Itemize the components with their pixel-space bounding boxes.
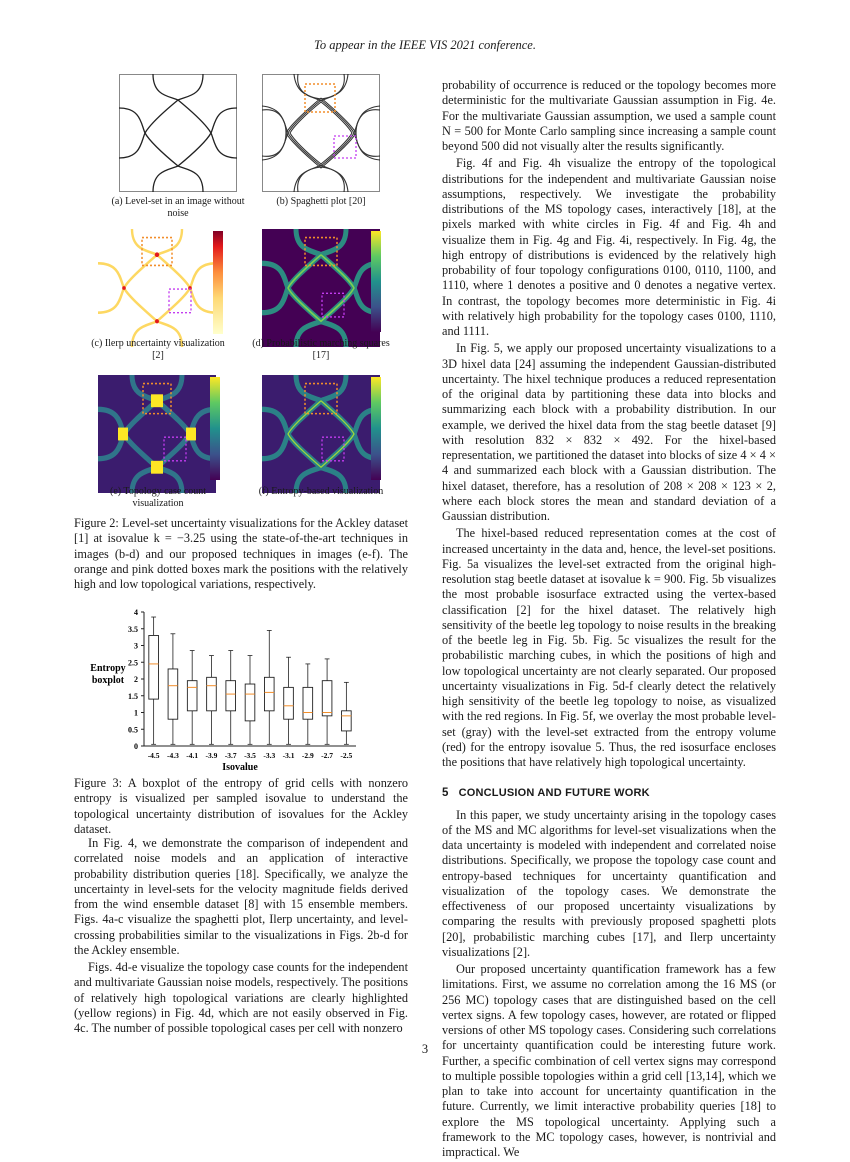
left-column-text: [74, 836, 408, 1038]
box: [264, 677, 274, 711]
box: [245, 684, 255, 721]
x-tick-label: -2.7: [321, 751, 334, 760]
box: [226, 681, 236, 711]
box: [187, 681, 197, 711]
paragraph: In this paper, we study uncertainty arising in the topology cases of the MS and MC algorithms for level-set visualizations when the data uncertainty is modeled with independent and correlated noise distributions. Specifically, we propose the topology case count and entropy-based techniques for uncertainty quantification and visualization of the topology cases. We demonstrate the effectiveness of our proposed uncertainty visualizations by comparing the results with previously proposed spaghetti plots [20], probabilistic marching cubes [17], and Ilerp uncertainty visualizations [2].: [442, 807, 776, 959]
paragraph: In Fig. 4, we demonstrate the comparison of independent and correlated noise models and an application of interactive probability distribution queries [18]. Specifically, we analyze the uncertainty in level-sets for the velocity magnitude fields derived from the wind ensemble dataset [8] with 15 ensemble members. Figs. 4a-c visualize the spaghetti plot, Ilerp uncertainty, and level-crossing probabilities similar to the visualizations in Figs. 2b-d for the Ackley ensemble.: [74, 836, 408, 957]
x-tick-label: -3.3: [263, 751, 276, 760]
x-tick-label: -3.9: [205, 751, 218, 760]
page-number: 3: [421, 1042, 429, 1056]
right-column-text: [442, 78, 776, 1162]
panel-c-ilerp-uncertainty: [98, 229, 216, 347]
section-number: 5: [442, 787, 449, 800]
box: [322, 681, 332, 716]
panel-a-levelset-image: [119, 74, 237, 192]
x-tick-label: -3.1: [282, 751, 295, 760]
figure-3-boxplot: [74, 604, 408, 774]
box: [149, 635, 159, 699]
paragraph: The hixel-based reduced representation comes at the cost of increased uncertainty in the data and, hence, the level-set positions. Fig. 5a visualizes the level-set extracted from the original high-resolution stag beetle dataset at isovalue k = 900. Fig. 5b visualizes the most probable isosurface extracted using the vertex-based classification [2] for the hixel dataset. The relatively high sensitivity of the beetle leg topology to noise results in the breaking of the beetle leg in Fig. 5b. Fig. 5c visualizes the result for the probabilistic marching cubes, in which the positions of high and low topological uncertainty are not clearly separated. Our proposed uncertainty visualizations in Fig. 5d-f clearly detect the relatively high sensitivity of the beetle leg topology to noise, as visualized with the red regions. In Fig. 5f, we overlay the most probable level-set (gray) with the level-set extracted from the entropy volume (red) for the entropy isovalue 5. Thus, the red isosurface encloses the positions that have relatively high topological uncertainty.: [442, 526, 776, 769]
y-tick-label: 1: [134, 708, 138, 718]
boxplot-svg: [74, 604, 408, 774]
paragraph: Our proposed uncertainty quantification framework has a few limitations. First, we assume no correlation among the 16 MS (or 256 MC) topology cases that are distinguished based on the cell vertex signs. A few topology cases, however, are rotated or flipped versions of other MS topology cases. Considering such correlations for uncertainty quantification could be interesting future work. Further, a specific combination of cell vertex signs may correspond to multiple possible topologies within a grid cell [13,14], which we plan to take into account for uncertainty quantification in the future. Currently, we limit interactive probability queries [18] to explore the MS topological uncertainty. Applying such a framework to the MC topology cases, however, is nontrivial and impractical. We: [442, 962, 776, 1159]
x-tick-label: -3.5: [244, 751, 256, 760]
paragraph: Figs. 4d-e visualize the topology case counts for the independent and multivariate Gaussian noise models, respectively. The positions of relatively high topological variations are clearly highlighted (yellow regions) in Fig. 4d, which are not easily observed in Fig. 4c. The number of possible topological cases per cell with nonzero: [74, 960, 408, 1035]
y-tick-label: 2.5: [128, 658, 138, 668]
y-tick-label: 3.5: [128, 624, 138, 634]
y-tick-label: 3: [134, 641, 138, 651]
figure-3-caption: Figure 3: A boxplot of the entropy of grid cells with nonzero entropy is visualized per sampled isovalue to understand the topological uncertainty distribution of isovalues for the Ackley dataset.: [74, 776, 408, 836]
paragraph: probability of occurrence is reduced or the topology becomes more deterministic for the multivariate Gaussian assumption in Fig. 4e. For the multivariate Gaussian assumption, we used a sample count N = 500 for Monte Carlo sampling since increasing a sample count beyond 500 did not visually alter the results significantly.: [442, 78, 776, 153]
y-axis-label: Entropy: [90, 663, 126, 674]
x-tick-label: -4.3: [166, 751, 179, 760]
y-tick-label: 4: [134, 608, 138, 617]
box: [284, 687, 294, 719]
panel-d-probabilistic-marching-squares: [262, 229, 380, 347]
x-tick-label: -4.1: [186, 751, 199, 760]
subcaption-f: (f) Entropy-based visualization: [258, 486, 384, 497]
figure-2-caption: Figure 2: Level-set uncertainty visualizations for the Ackley dataset [1] at isovalue k = −3.25 using the state-of-the-art techniques in images (b-d) and our proposed techniques in images (e-f). The orange and pink dotted boxes mark the positions with the relatively high and low topological variations, respectively.: [74, 516, 408, 591]
x-axis-label: Isovalue: [222, 762, 258, 773]
paragraph: In Fig. 5, we apply our proposed uncertainty visualizations to a 3D hixel data [24] assuming the independent Gaussian-distributed uncertainty. The hixel technique produces a reduced representation of the original data by partitioning these data into blocks and summarizing each block with a probability distribution. In our example, we derived the hixel data from the stag beetle dataset [9] with resolution 832 × 832 × 492. For the hixel-based representation, we partitioned the dataset into blocks of size 4 × 4 × 4 and summarized each block with a Gaussian distribution. The hixel dataset, therefore, has a resolution of 208 × 208 × 123 × 2, where each block stores the mean and standard deviation of a Gaussian distribution.: [442, 341, 776, 523]
subcaption-b: (b) Spaghetti plot [20]: [276, 196, 366, 207]
paragraph: Fig. 4f and Fig. 4h visualize the entropy of the topological distributions for the independent and multivariate Gaussian noise assumptions, respectively. We investigate the probability distributions of the MS topology cases, interactively [18], at the pixels marked with white circles in Fig. 4f and Fig. 4h and visualize them in Fig. 4g and Fig. 4i, respectively. In Fig. 4g, the high entropy of distributions is evidenced by the relatively high probability of four topology configurations 0100, 0110, 1100, and 1110, where 1 denotes a positive and 0 denotes a negative vertex. In contrast, the topology becomes more deterministic in Fig. 4i with relatively high probability for the topology cases 0100, 1110, and 1111.: [442, 156, 776, 338]
box: [168, 669, 178, 719]
box: [342, 711, 352, 731]
colorbar-e: [210, 377, 220, 480]
subcaption-e: (e) Topology case count visualization: [109, 486, 207, 509]
colorbar-f: [371, 377, 381, 480]
subcaption-c: (c) Ilerp uncertainty visualization [2]: [91, 338, 225, 361]
y-tick-label: 2: [134, 675, 138, 684]
x-tick-label: -2.9: [301, 751, 314, 760]
y-tick-label: 0.5: [128, 725, 138, 735]
x-tick-label: -3.7: [224, 751, 237, 760]
x-tick-label: -4.5: [147, 751, 160, 760]
colorbar-d: [371, 231, 381, 332]
subcaption-d: (d) Probabilistic marching squares [17]: [252, 338, 390, 361]
panel-b-spaghetti-plot: [262, 74, 380, 192]
panel-e-topology-case-count: [98, 375, 216, 493]
box: [303, 687, 313, 719]
colorbar-c: [213, 231, 223, 334]
y-tick-label: 0: [134, 742, 138, 751]
running-header: To appear in the IEEE VIS 2021 conference.: [314, 38, 536, 52]
section-title: CONCLUSION AND FUTURE WORK: [458, 787, 650, 800]
section-heading: [442, 786, 776, 801]
subcaption-a: (a) Level-set in an image without noise: [111, 196, 245, 219]
panel-f-entropy-based: [262, 375, 380, 493]
y-tick-label: 1.5: [128, 691, 138, 701]
y-axis-label: boxplot: [91, 675, 125, 686]
box: [207, 677, 217, 711]
x-tick-label: -2.5: [340, 751, 353, 760]
